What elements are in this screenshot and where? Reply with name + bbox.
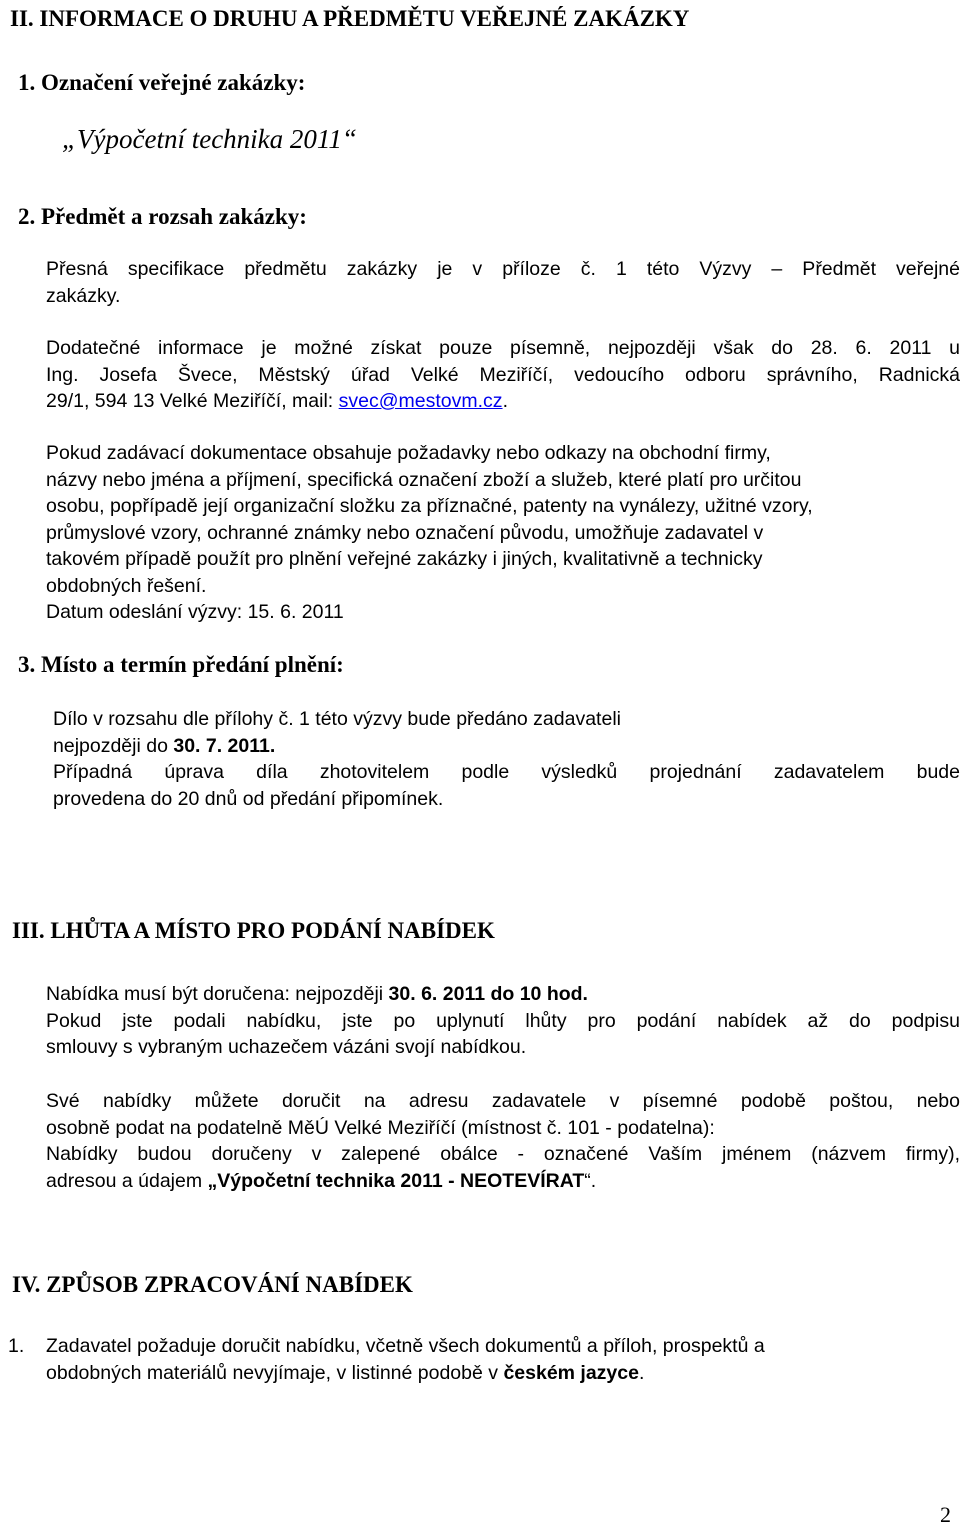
bound-line-1: Pokud jste podali nabídku, jste po uplynutí lhůty pro podání nabídek až do podpisu	[46, 1009, 960, 1032]
email-link[interactable]: svec@mestovm.cz	[338, 390, 503, 412]
language-paragraph	[46, 1333, 960, 1386]
deliver-line-4	[46, 1168, 960, 1195]
additional-info-paragraph	[46, 335, 960, 415]
language-line-2-text: obdobných materiálů nevyjímaje, v listinné podobě v	[46, 1361, 504, 1384]
equivalents-paragraph	[46, 440, 960, 626]
item-2-label: 2. Předmět a rozsah zakázky:	[18, 204, 307, 229]
spec-line-1: Přesná specifikace předmětu zakázky je v příloze č. 1 této Výzvy – Předmět veřejné	[46, 258, 960, 280]
item-1-label: 1. Označení veřejné zakázky:	[18, 70, 306, 95]
handover-line-3: Případná úprava díla zhotovitelem podle výsledků projednání zadavatelem bude	[53, 761, 960, 783]
pokud-line-5: takovém případě použít pro plnění veřejné zakázky i jiných, kvalitativně a technicky	[46, 548, 763, 570]
handover-line-2	[53, 733, 960, 760]
item-3-label: 3. Místo a termín předání plnění:	[18, 652, 344, 677]
handover-paragraph	[53, 706, 960, 812]
deliver-line-3: Nabídky budou doručeny v zalepené obálce - označené Vaším jménem (názvem firmy),	[46, 1143, 960, 1165]
handover-line-2-text: nejpozději do	[53, 734, 174, 757]
deadline-value: 30. 6. 2011 do 10 hod.	[388, 983, 588, 1005]
envelope-label: „Výpočetní technika 2011 - NEOTEVÍRAT	[207, 1169, 585, 1192]
pokud-line-4: průmyslové vzory, ochranné známky nebo označení původu, umožňuje zadavatel v	[46, 521, 764, 544]
pokud-line-2: názvy nebo jména a příjmení, specifická označení zboží a služeb, které platí pro určitou	[46, 468, 802, 491]
handover-deadline: 30. 7. 2011.	[173, 734, 276, 757]
contract-title: „Výpočetní technika 2011“	[62, 124, 357, 154]
deadline-paragraph	[46, 981, 960, 1061]
language-value: českém jazyce	[503, 1361, 639, 1384]
pokud-line-3: osobu, popřípadě její organizační složku za příznačné, patenty na vynálezy, užitné vzory,	[46, 495, 813, 517]
section-4-heading: IV. ZPŮSOB ZPRACOVÁNÍ NABÍDEK	[12, 1272, 413, 1297]
deliver-line-1: Své nabídky můžete doručit na adresu zadavatele v písemné podobě poštou, nebo	[46, 1090, 960, 1112]
bound-line-2: smlouvy s vybraným uchazečem vázáni svojí nabídkou.	[46, 1036, 527, 1058]
info-line-3-text: 29/1, 594 13 Velké Meziříčí, mail:	[46, 390, 339, 412]
section-3-heading: III. LHŮTA A MÍSTO PRO PODÁNÍ NABÍDEK	[12, 918, 495, 943]
handover-line-1: Dílo v rozsahu dle přílohy č. 1 této výzvy bude předáno zadavateli	[53, 708, 621, 730]
info-line-1: Dodatečné informace je možné získat pouze písemně, nejpozději však do 28. 6. 2011 u	[46, 337, 960, 359]
language-line-1: Zadavatel požaduje doručit nabídku, včetně všech dokumentů a příloh, prospektů a	[46, 1335, 765, 1357]
deliver-line-4-suffix: “.	[584, 1169, 597, 1192]
deadline-text: Nabídka musí být doručena: nejpozději	[46, 983, 389, 1005]
deliver-line-4-text: adresou a údajem	[46, 1169, 208, 1192]
language-line-2-suffix: .	[638, 1361, 645, 1384]
list-number-1: 1.	[8, 1335, 25, 1357]
info-line-3	[46, 388, 960, 415]
specification-paragraph	[46, 256, 960, 309]
section-2-heading: II. INFORMACE O DRUHU A PŘEDMĚTU VEŘEJNÉ ZAKÁZKY	[10, 6, 690, 31]
info-line-2: Ing. Josefa Švece, Městský úřad Velké Meziříčí, vedoucího odboru správního, Radnická	[46, 363, 960, 386]
pokud-line-6: obdobných řešení.	[46, 574, 207, 597]
deadline-line	[46, 981, 960, 1008]
language-line-2	[46, 1360, 960, 1387]
info-line-3-suffix: .	[502, 390, 508, 412]
delivery-paragraph	[46, 1088, 960, 1194]
deliver-line-2: osobně podat na podatelně MěÚ Velké Meziříčí (místnost č. 101 - podatelna):	[46, 1116, 715, 1139]
spec-line-2: zakázky.	[46, 284, 121, 307]
page-number: 2	[940, 1502, 951, 1527]
handover-line-4: provedena do 20 dnů od předání připomínek.	[53, 787, 444, 810]
date-sent: Datum odeslání výzvy: 15. 6. 2011	[46, 601, 344, 623]
pokud-line-1: Pokud zadávací dokumentace obsahuje požadavky nebo odkazy na obchodní firmy,	[46, 442, 771, 464]
